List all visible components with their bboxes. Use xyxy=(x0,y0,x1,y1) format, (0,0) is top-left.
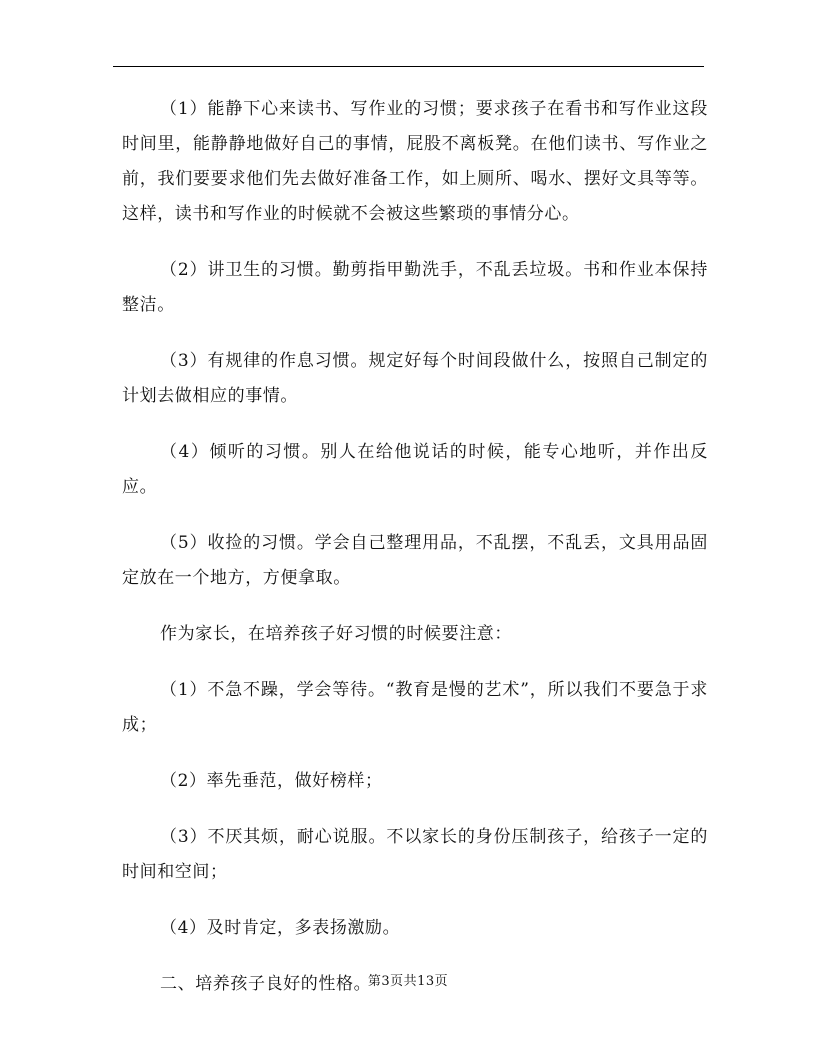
paragraph: （5）收捡的习惯。学会自己整理用品，不乱摆，不乱丢，文具用品固定放在一个地方，方便拿取。 xyxy=(122,533,708,588)
paragraph: （2）讲卫生的习惯。勤剪指甲勤洗手，不乱丢垃圾。书和作业本保持整洁。 xyxy=(122,260,708,315)
paragraph: （3）有规律的作息习惯。规定好每个时间段做什么，按照自己制定的计划去做相应的事情。 xyxy=(122,351,708,406)
paragraph: （3）不厌其烦，耐心说服。不以家长的身份压制孩子，给孩子一定的时间和空间； xyxy=(122,827,708,882)
paragraph: 作为家长，在培养孩子好习惯的时候要注意： xyxy=(160,624,512,644)
paragraph: （4）及时肯定，多表扬激励。 xyxy=(160,918,401,938)
paragraph: （4）倾听的习惯。别人在给他说话的时候，能专心地听，并作出反应。 xyxy=(122,442,708,497)
paragraph: （1）能静下心来读书、写作业的习惯；要求孩子在看书和写作业这段时间里，能静静地做好自己的事情，屁股不离板凳。在他们读书、写作业之前，我们要要求他们先去做好准备工作，如上厕所、喝水、摆好文具等等。这样，读书和写作业的时候就不会被这些繁琐的事情分心。 xyxy=(122,99,708,224)
paragraph: （1）不急不躁，学会等待。“教育是慢的艺术”，所以我们不要急于求成； xyxy=(122,680,708,735)
header-rule xyxy=(113,66,704,67)
page-number: 第3页共13页 xyxy=(367,974,449,989)
paragraph: （2）率先垂范，做好榜样； xyxy=(160,771,383,791)
document-body xyxy=(122,92,708,1023)
section-heading: 二、培养孩子良好的性格。 xyxy=(160,974,372,994)
